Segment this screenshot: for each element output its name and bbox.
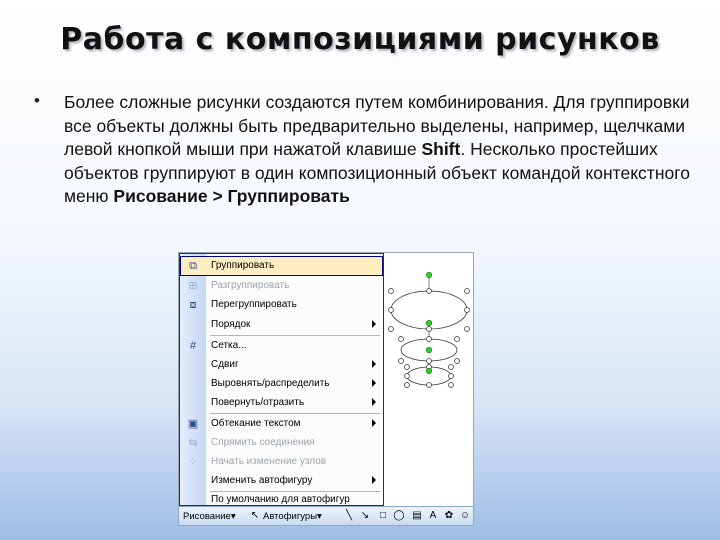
menu-item-straighten-connectors[interactable] bbox=[180, 433, 383, 453]
slide-title: Работа с композициями рисунков bbox=[60, 22, 660, 57]
wordart-icon[interactable]: A bbox=[429, 510, 437, 521]
ungroup-icon: ⊞ bbox=[188, 280, 198, 292]
menu-item-group[interactable] bbox=[180, 256, 383, 276]
submenu-arrow-icon bbox=[372, 379, 376, 387]
bullet-marker: • bbox=[34, 91, 40, 110]
oval-tool-icon[interactable]: ◯ bbox=[393, 510, 405, 521]
text-wrap-icon: ▣ bbox=[187, 418, 199, 430]
clipart-icon[interactable]: ☺ bbox=[459, 510, 471, 521]
straighten-connectors-icon: ⇆ bbox=[188, 437, 198, 449]
menu-item-text-wrapping[interactable] bbox=[180, 414, 383, 434]
submenu-arrow-icon bbox=[372, 360, 376, 368]
menu-item-grid[interactable] bbox=[180, 336, 383, 356]
menu-item-label: Спрямить соединения bbox=[211, 437, 315, 448]
rectangle-tool-icon[interactable]: □ bbox=[379, 510, 387, 521]
menu-item-nudge[interactable] bbox=[180, 355, 383, 375]
submenu-arrow-icon bbox=[372, 476, 376, 484]
menu-item-label: Изменить автофигуру bbox=[211, 475, 313, 486]
menu-item-ungroup[interactable] bbox=[180, 276, 383, 296]
submenu-arrow-icon bbox=[372, 398, 376, 406]
menu-item-label: Обтекание текстом bbox=[211, 418, 301, 429]
select-objects-icon[interactable]: ↖ bbox=[250, 510, 260, 521]
group-icon: ⧉ bbox=[189, 260, 197, 272]
menu-item-label: Группировать bbox=[211, 260, 275, 271]
menu-item-label: Разгруппировать bbox=[211, 280, 290, 291]
bullet-text bbox=[64, 91, 694, 209]
menu-item-label: Порядок bbox=[211, 319, 251, 330]
menu-item-order[interactable] bbox=[180, 315, 383, 335]
diagram-icon[interactable]: ✿ bbox=[444, 510, 454, 521]
menu-item-label: Повернуть/отразить bbox=[211, 397, 305, 408]
autoshapes-button[interactable]: Автофигуры▾ bbox=[263, 511, 322, 522]
grid-icon: # bbox=[189, 340, 197, 352]
submenu-arrow-icon bbox=[372, 320, 376, 328]
bullet-command: Рисование > Группировать bbox=[113, 186, 350, 207]
menu-item-rotate-flip[interactable] bbox=[180, 393, 383, 413]
chevron-down-icon: ▾ bbox=[317, 511, 322, 522]
menu-item-label: Начать изменение узлов bbox=[211, 456, 327, 467]
menu-item-change-autoshape[interactable] bbox=[180, 471, 383, 491]
menu-item-label: Сдвиг bbox=[211, 359, 239, 370]
bullet-text-part-2: . Несколько простейших объектов группируют в один композиционный объект командой контекстного меню bbox=[64, 139, 690, 207]
menu-item-label: Сетка... bbox=[211, 340, 247, 351]
menu-item-label: Выровнять/распределить bbox=[211, 378, 330, 389]
arrow-tool-icon[interactable]: ↘ bbox=[360, 510, 370, 521]
menu-item-regroup[interactable] bbox=[180, 295, 383, 315]
edit-points-icon: ⁘ bbox=[188, 456, 198, 468]
regroup-icon: ⧈ bbox=[189, 299, 197, 311]
menu-item-label: По умолчанию для автофигур bbox=[211, 494, 350, 505]
menu-item-edit-points[interactable] bbox=[180, 452, 383, 472]
text-box-icon[interactable]: ▤ bbox=[412, 510, 422, 521]
bullet-paragraph bbox=[34, 91, 694, 209]
line-tool-icon[interactable]: ╲ bbox=[345, 510, 353, 521]
chevron-down-icon: ▾ bbox=[230, 511, 236, 522]
screenshot-panel bbox=[178, 252, 474, 526]
menu-item-align-distribute[interactable] bbox=[180, 374, 383, 394]
context-menu bbox=[179, 253, 384, 506]
bullet-text-part-1: Более сложные рисунки создаются путем комбинирования. Для группировки все объекты должны быть предварительно выделены, например, щелчками левой кнопкой мыши при нажатой клавише bbox=[64, 92, 690, 160]
selected-shapes-canvas[interactable] bbox=[385, 253, 473, 506]
drawing-toolbar bbox=[179, 506, 473, 526]
draw-menu-button[interactable]: Рисование▾ bbox=[183, 511, 236, 522]
submenu-arrow-icon bbox=[372, 419, 376, 427]
menu-item-label: Перегруппировать bbox=[211, 299, 297, 310]
bullet-key-shift: Shift bbox=[421, 139, 461, 160]
